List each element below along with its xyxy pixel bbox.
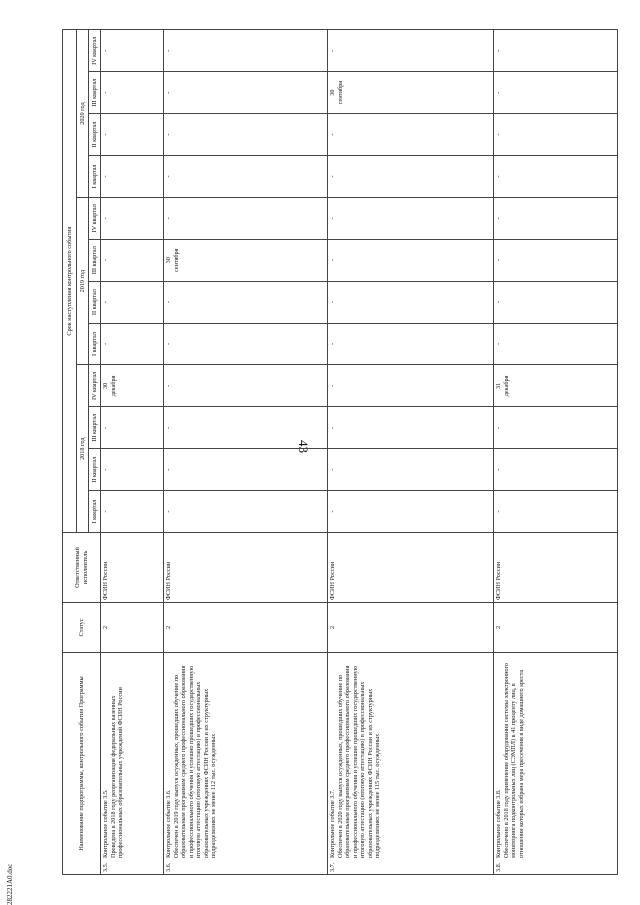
quarter-cell: - [328,155,494,197]
quarter-cell: - [101,72,164,114]
table-row [328,30,494,875]
quarter-cell: - [328,365,494,407]
header-status: Статус [63,603,101,653]
quarter-cell: - [101,281,164,323]
table-body [101,30,618,875]
quarter-cell: - [328,323,494,365]
event-number: 3.8. [495,862,503,872]
status-cell: 2 [163,603,327,653]
quarter-cell: - [494,114,618,156]
header-quarter: II квартал [89,114,101,156]
quarter-cell: - [328,281,494,323]
footer-code: 282221A0.doc [6,863,14,905]
event-name-cell [163,653,327,875]
header-quarter: I квартал [89,323,101,365]
header-quarter: I квартал [89,155,101,197]
quarter-cell: - [101,155,164,197]
header-deadline: Срок наступления контрольного события [63,30,77,533]
header-year-2018: 2018 год [77,365,89,533]
table-wrapper [62,30,618,875]
status-cell: 2 [101,603,164,653]
quarter-cell: - [101,449,164,491]
control-events-table [62,29,618,875]
quarter-cell: - [494,30,618,72]
quarter-cell: - [494,407,618,449]
event-text: Обеспечен в 2020 году выпуск осужденных, прошедших обучение по образовательным программам среднего профессионального образования и профессионального обучения и успешно прошедших государственную итоговую аттестацию (итоговую аттестацию) в профессиональных образовательных учреждениях ФСИН России и их структурных подразделениях не менее 115 тыс. осужденных [336,665,382,858]
event-name-cell [328,653,494,875]
header-quarter: II квартал [89,449,101,491]
executor-cell: ФСИН России [328,533,494,603]
event-title: Контрольное событие 3.8. [495,789,503,858]
header-exec: Ответственный исполнитель [63,533,101,603]
event-title: Контрольное событие 3.7. [329,789,337,858]
quarter-cell: - [328,197,494,239]
quarter-cell: - [163,365,327,407]
quarter-cell: - [101,239,164,281]
executor-cell: ФСИН России [494,533,618,603]
event-text: Обеспечен в 2019 году выпуск осужденных, прошедших обучение по образовательным программам среднего профессионального образования и профессионального обучения и успешно прошедших государственную итоговую аттестацию (итоговую аттестацию) в профессиональных образовательных учреждениях ФСИН России и их структурных подразделениях не менее 112 тыс. осужденных [172,665,218,858]
table-row [101,30,164,875]
executor-cell: ФСИН России [163,533,327,603]
event-number: 3.6. [164,862,172,872]
quarter-cell: - [328,239,494,281]
quarter-cell: - [101,491,164,533]
quarter-cell: - [101,197,164,239]
quarter-cell: - [163,491,327,533]
quarter-cell: 31 декабря [494,365,618,407]
quarter-cell: - [101,407,164,449]
quarter-cell: - [163,197,327,239]
quarter-cell: - [328,491,494,533]
header-quarter: IV квартал [89,30,101,72]
quarter-cell: - [494,239,618,281]
quarter-cell: - [163,281,327,323]
header-quarter: III квартал [89,239,101,281]
table-row [163,30,327,875]
event-name-cell [101,653,164,875]
table-header [63,30,101,875]
event-number: 3.7. [329,862,337,872]
quarter-cell: - [494,449,618,491]
header-quarter: I квартал [89,491,101,533]
header-name: Наименование подпрограммы, контрольного события Программы [63,653,101,875]
event-text: Обеспечено в 2018 году применение оборудования системы электронного мониторинга подконтрольных лиц (СЭМПЛ) к 41 проценту лиц, в отношении которых избрана мера пресечения в виде домашнего ареста [502,663,526,858]
quarter-cell: - [494,491,618,533]
quarter-cell: - [494,72,618,114]
header-quarter: III квартал [89,407,101,449]
quarter-cell: - [163,323,327,365]
event-number: 3.5. [102,862,109,872]
quarter-cell: - [328,449,494,491]
event-name-cell [494,653,618,875]
quarter-cell: - [163,407,327,449]
quarter-cell: - [328,114,494,156]
table-row [494,30,618,875]
header-year-2020: 2020 год [77,30,89,198]
quarter-cell: - [101,323,164,365]
quarter-cell: - [163,155,327,197]
header-quarter: IV квартал [89,365,101,407]
status-cell: 2 [494,603,618,653]
quarter-cell: - [163,449,327,491]
quarter-cell: 30 сентября [328,72,494,114]
header-quarter: III квартал [89,72,101,114]
quarter-cell: - [328,30,494,72]
event-text: Проведена в 2018 году реорганизация федеральных казенных профессиональных образовательных учреждений ФСИН России [109,687,125,858]
status-cell: 2 [328,603,494,653]
event-title: Контрольное событие 3.5. [102,789,109,858]
page-number: 43 [296,440,311,453]
quarter-cell: - [494,281,618,323]
quarter-cell: - [163,114,327,156]
quarter-cell: - [328,407,494,449]
quarter-cell: - [101,30,164,72]
quarter-cell: - [494,155,618,197]
quarter-cell: - [101,114,164,156]
quarter-cell: - [163,72,327,114]
quarter-cell: 30 сентября [163,239,327,281]
quarter-cell: 30 декабря [101,365,164,407]
quarter-cell: - [494,323,618,365]
header-year-2019: 2019 год [77,197,89,365]
quarter-cell: - [494,197,618,239]
header-quarter: IV квартал [89,197,101,239]
header-quarter: II квартал [89,281,101,323]
quarter-cell: - [163,30,327,72]
executor-cell: ФСИН России [101,533,164,603]
event-title: Контрольное событие 3.6. [164,789,172,858]
